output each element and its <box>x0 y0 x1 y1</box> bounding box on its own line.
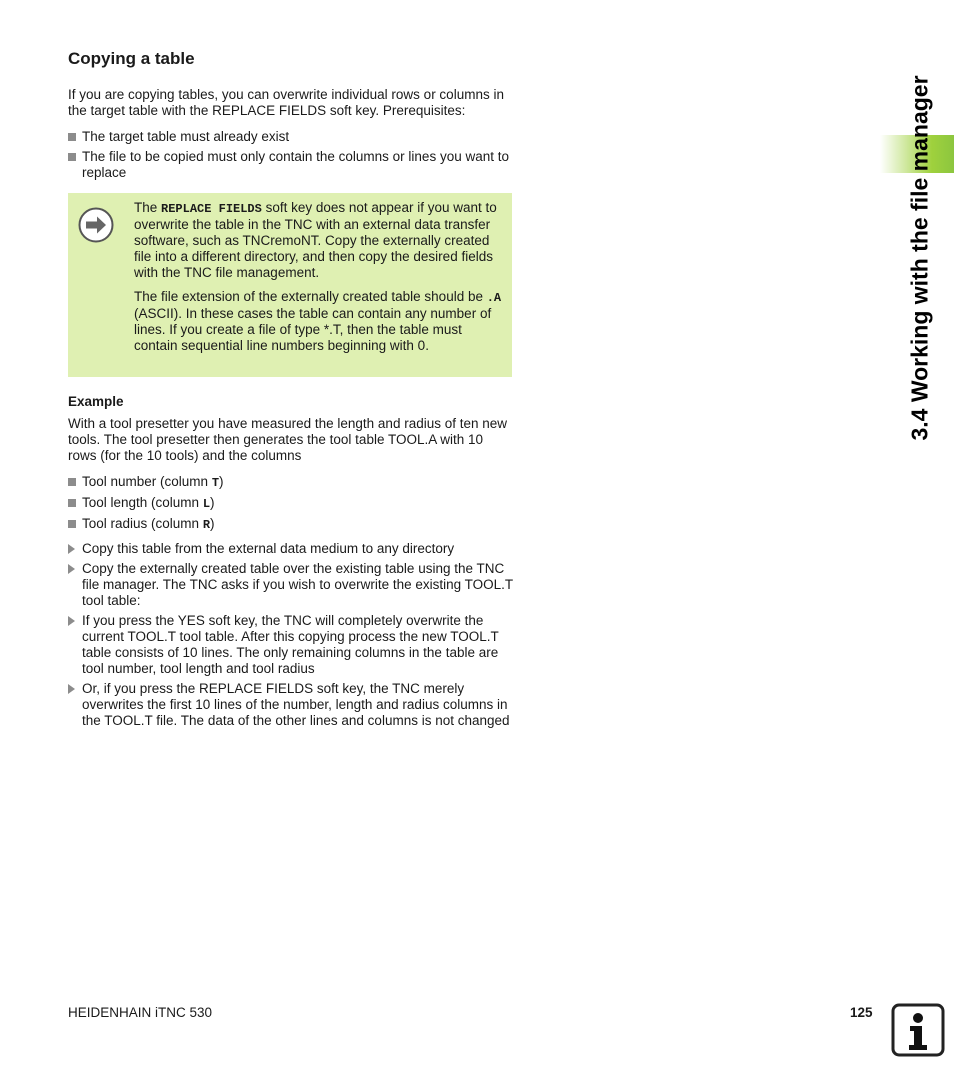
extension-code: .A <box>486 291 502 305</box>
triangle-bullet-icon <box>68 544 75 554</box>
footer-product: HEIDENHAIN iTNC 530 <box>68 1005 213 1020</box>
square-bullet-icon <box>68 153 76 161</box>
arrow-right-icon <box>78 207 114 243</box>
info-icon <box>891 1003 945 1057</box>
list-item: Copy this table from the external data medium to any directory <box>68 541 514 557</box>
list-item: Or, if you press the REPLACE FIELDS soft key, the TNC merely overwrites the first 10 lines of the number, length and radius columns in the TOOL.T file. The data of the other lines and columns is not changed <box>68 681 514 729</box>
list-item: The target table must already exist <box>68 129 514 145</box>
page-number: 125 <box>850 1005 873 1020</box>
prerequisite-list <box>68 129 514 185</box>
column-list <box>68 474 514 537</box>
list-item: Tool number (column T) <box>68 474 514 491</box>
list-item: The file to be copied must only contain the columns or lines you want to replace <box>68 149 514 181</box>
triangle-bullet-icon <box>68 684 75 694</box>
square-bullet-icon <box>68 478 76 486</box>
note-paragraph-1: The REPLACE FIELDS soft key does not appear if you want to overwrite the table in the TNC with an external data transfer software, such as TNCremoNT. Copy the externally created file into a different directory, and then copy the desired fields with the TNC file management. <box>134 200 497 280</box>
note-paragraph-2: The file extension of the externally created table should be .A (ASCII). In these cases the table can contain any number of lines. If you create a file of type *.T, then the table must contain sequential line numbers beginning with 0. <box>134 289 502 353</box>
step-list <box>68 541 514 733</box>
list-item: Tool length (column L) <box>68 495 514 512</box>
note-box <box>68 193 512 377</box>
square-bullet-icon <box>68 520 76 528</box>
square-bullet-icon <box>68 499 76 507</box>
list-item: If you press the YES soft key, the TNC will completely overwrite the current TOOL.T tool table. After this copying process the new TOOL.T table consists of 10 lines. The only remaining columns in the table are tool number, tool length and tool radius <box>68 613 514 677</box>
example-heading: Example <box>68 394 124 409</box>
section-heading: Copying a table <box>68 49 195 68</box>
triangle-bullet-icon <box>68 564 75 574</box>
list-item: Copy the externally created table over the existing table using the TNC file manager. The TNC asks if you wish to overwrite the existing TOOL.T tool table: <box>68 561 514 609</box>
softkey-code: REPLACE FIELDS <box>161 202 262 216</box>
list-item: Tool radius (column R) <box>68 516 514 533</box>
square-bullet-icon <box>68 133 76 141</box>
example-paragraph: With a tool presetter you have measured the length and radius of ten new tools. The tool presetter then generates the tool table TOOL.A with 10 rows (for the 10 tools) and the columns <box>68 416 508 463</box>
intro-paragraph: If you are copying tables, you can overwrite individual rows or columns in the target table with the REPLACE FIELDS soft key. Prerequisites: <box>68 87 504 118</box>
triangle-bullet-icon <box>68 616 75 626</box>
